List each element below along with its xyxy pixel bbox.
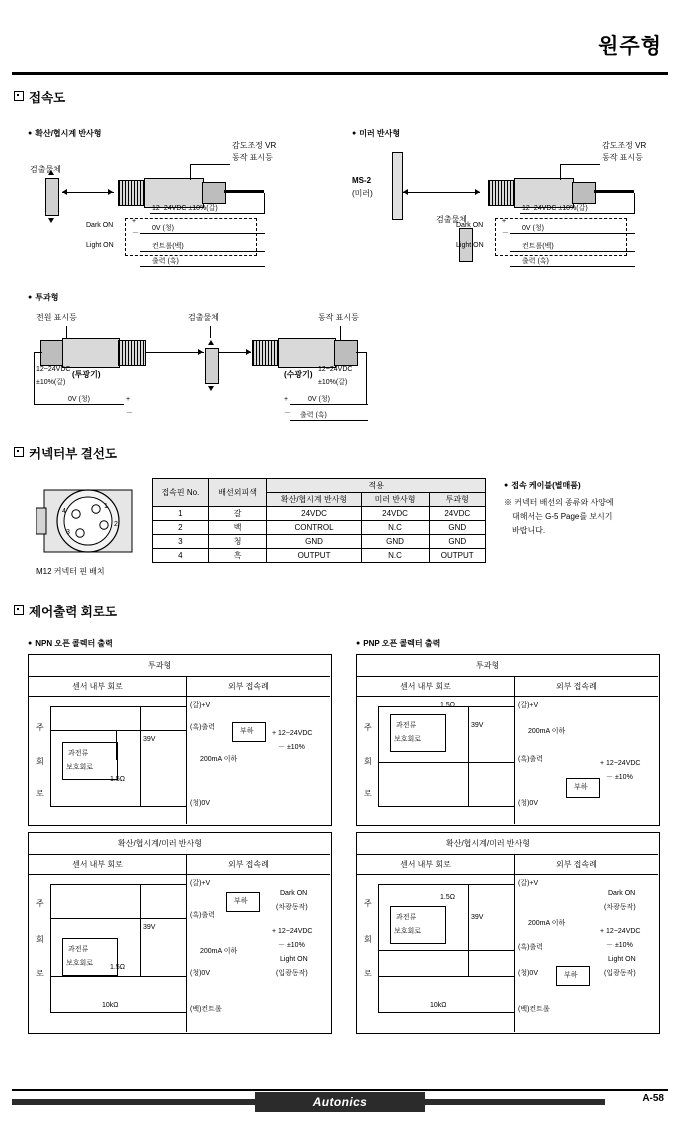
npn-reflect-dark-on: Dark ON <box>280 890 308 897</box>
through-wr1 <box>356 352 366 353</box>
diffuse-indicator-label: 동작 표시등 <box>232 153 273 162</box>
connector-pin-3: 3 <box>66 529 70 536</box>
npn-through-side-2: 회 <box>36 757 44 766</box>
npn-through-supply-l2: － ±10% <box>278 744 305 751</box>
pnp-reflect-subtitle: 확산/협시계/미러 반사형 <box>446 839 530 848</box>
pnp-reflect-side-1: 주 <box>364 899 372 908</box>
diffuse-control-label: 컨트롤(백) <box>152 243 184 250</box>
pnp-reflect-load: 부하 <box>564 972 578 979</box>
npn-title: ● NPN 오픈 콜렉터 출력 <box>28 638 113 649</box>
mirror-minus: － <box>502 230 509 237</box>
through-0v-left: 0V (청) <box>68 396 90 403</box>
diffuse-vr-leader <box>190 164 230 165</box>
mirror-indicator-label: 동작 표시등 <box>602 153 643 162</box>
section-control-heading: 제어출력 회로도 <box>14 602 117 620</box>
subsection-mirror-title: ● 미러 반사형 <box>352 128 400 139</box>
through-object-arrow-up <box>208 340 214 345</box>
npn-through-vline <box>50 706 186 707</box>
cell-r2c1: 2 <box>153 521 209 535</box>
connector-note-l2: 대해서는 G-5 Page를 보시기 <box>512 512 613 521</box>
diffuse-power-label: 12~24VDC ±10%(갈) <box>152 205 218 212</box>
npn-reflect-vline <box>50 884 186 885</box>
npn-through-hdr-rule2 <box>28 696 330 697</box>
pnp-reflect-wire-0v: (청)0V <box>518 970 538 977</box>
section-marker-icon <box>14 91 24 101</box>
mirror-0v-label: 0V (청) <box>522 225 544 232</box>
pnp-reflect-wire-out: (흑)출력 <box>518 944 543 951</box>
diffuse-cable <box>224 190 264 193</box>
npn-reflect-load: 부하 <box>234 898 248 905</box>
cell-r4c3: OUTPUT <box>267 549 361 563</box>
mirror-plus: + <box>502 218 507 225</box>
th-sub-through: 투과형 <box>429 493 486 507</box>
npn-through-r15: 1.5Ω <box>110 776 125 783</box>
subsection-through-title: ● 투과형 <box>28 292 58 303</box>
pnp-reflect-vline <box>378 884 514 885</box>
pnp-through-zener: 39V <box>471 722 484 729</box>
pnp-reflect-outline <box>378 950 514 951</box>
diffuse-vr-leader-v <box>190 164 191 180</box>
pnp-through-gndline <box>378 806 514 807</box>
pnp-reflect-light-on-sub: (입광동작) <box>604 970 636 977</box>
pnp-reflect-0vline <box>378 976 514 977</box>
emitter-thread <box>118 340 146 366</box>
npn-reflect-light-on-sub: (입광동작) <box>276 970 308 977</box>
pnp-reflect-divider <box>514 854 515 1032</box>
pnp-through-r15: 1.5Ω <box>440 702 455 709</box>
mirror-dark-on: Dark ON <box>456 222 484 229</box>
cell-r1c3: 24VDC <box>267 507 361 521</box>
pnp-through-zline <box>468 706 469 806</box>
connector-table <box>152 478 486 563</box>
diffuse-object-arrow-up <box>48 170 54 175</box>
mirror-sensor-thread <box>488 180 516 206</box>
receiver-label: (수광기) <box>284 370 313 379</box>
emitter-barrel <box>62 338 120 368</box>
pnp-reflect-ctrlline <box>378 1012 514 1013</box>
cell-r1c1: 1 <box>153 507 209 521</box>
diffuse-object-label: 검출물체 <box>30 165 61 174</box>
pnp-reflect-supply-l2: － ±10% <box>606 942 633 949</box>
table-row <box>153 535 486 549</box>
mirror-control-label: 컨트롤(백) <box>522 243 554 250</box>
diffuse-w2 <box>150 213 265 214</box>
pnp-through-wire-v: (갈)+V <box>518 702 539 709</box>
through-plus-left: + <box>126 396 131 403</box>
mirror-w4 <box>510 251 635 252</box>
page-title: 원주형 <box>598 35 662 58</box>
mirror-light-on: Light ON <box>456 242 484 249</box>
cell-r2c2: 백 <box>208 521 267 535</box>
through-power-ind-label: 전원 표시등 <box>36 313 77 322</box>
section-connector-heading: 커넥터부 결선도 <box>14 444 117 462</box>
cell-r1c4: 24VDC <box>361 507 429 521</box>
npn-through-panel <box>28 654 332 826</box>
through-wr2 <box>366 352 367 404</box>
pnp-reflect-wire-v: (갈)+V <box>518 880 539 887</box>
pnp-reflect-side-3: 로 <box>364 969 372 978</box>
footer-brand: Autonics <box>255 1092 425 1112</box>
header-rule <box>12 72 668 75</box>
pnp-reflect-busline <box>378 884 379 1012</box>
through-0v-right: 0V (청) <box>308 396 330 403</box>
diffuse-beam-arrow-left <box>62 189 67 195</box>
pnp-reflect-r15: 1.5Ω <box>440 894 455 901</box>
mirror-cable <box>594 190 634 193</box>
through-beam-left <box>146 352 204 353</box>
diffuse-light-on: Light ON <box>86 242 114 249</box>
npn-through-tr <box>116 730 117 760</box>
diffuse-vr-label: 감도조정 VR <box>232 141 277 150</box>
pnp-reflect-outer-label: 외부 접속례 <box>556 860 597 869</box>
npn-through-side-3: 로 <box>36 789 44 798</box>
pnp-through-supply-l1: + 12~24VDC <box>600 760 641 767</box>
pnp-through-side-3: 로 <box>364 789 372 798</box>
pnp-through-busline <box>378 706 379 806</box>
diffuse-sensor-thread <box>118 180 146 206</box>
npn-through-gndline <box>50 806 186 807</box>
npn-reflect-0vline <box>50 976 186 977</box>
emitter-label: (투광기) <box>72 370 101 379</box>
pnp-reflect-wire-ctrl: (백)컨트롤 <box>518 1006 550 1013</box>
npn-reflect-side-3: 로 <box>36 969 44 978</box>
through-wl3 <box>34 404 124 405</box>
mirror-beam-arrow-left <box>403 189 408 195</box>
npn-through-busline <box>50 706 51 806</box>
through-object-label: 검출물체 <box>188 313 219 322</box>
npn-through-outline <box>50 730 186 731</box>
pnp-through-hdr-rule2 <box>356 696 658 697</box>
npn-reflect-subtitle: 확산/협시계/미러 반사형 <box>118 839 202 848</box>
emitter-cap <box>40 340 64 366</box>
pnp-through-oc-l1: 과전류 <box>396 722 417 729</box>
through-leader2 <box>210 326 211 338</box>
npn-reflect-hdr-rule2 <box>28 874 330 875</box>
pnp-reflect-inner-label: 센서 내부 회로 <box>400 860 451 869</box>
pnp-reflect-zener: 39V <box>471 914 484 921</box>
diffuse-0v-label: 0V (청) <box>152 225 174 232</box>
pnp-through-subtitle: 투과형 <box>476 661 500 670</box>
diffuse-output-label: 출력 (흑) <box>152 258 179 265</box>
pnp-reflect-r10k: 10kΩ <box>430 1002 447 1009</box>
mirror-plate <box>392 152 403 220</box>
pnp-through-oc-l2: 보호회로 <box>394 736 422 743</box>
through-minus-right: － <box>284 410 291 417</box>
npn-through-supply-l1: + 12~24VDC <box>272 730 313 737</box>
cell-r2c3: CONTROL <box>267 521 361 535</box>
through-wr4 <box>290 420 368 421</box>
npn-through-current: 200mA 이하 <box>200 756 238 763</box>
npn-reflect-wire-out: (흑)출력 <box>190 912 215 919</box>
npn-through-inner-label: 센서 내부 회로 <box>72 682 123 691</box>
diffuse-w3 <box>140 233 265 234</box>
connector-pin-1: 1 <box>104 503 108 510</box>
npn-reflect-dark-on-sub: (차광동작) <box>276 904 308 911</box>
th-pin-no: 접속핀 No. <box>153 479 209 507</box>
cell-r4c5: OUTPUT <box>429 549 486 563</box>
npn-through-zener: 39V <box>143 736 156 743</box>
mirror-w1 <box>634 193 635 213</box>
through-wl2 <box>34 352 35 404</box>
cell-r4c1: 4 <box>153 549 209 563</box>
npn-reflect-r15: 1.5Ω <box>110 964 125 971</box>
pnp-reflect-zline <box>468 884 469 976</box>
npn-through-subtitle: 투과형 <box>148 661 172 670</box>
pnp-reflect-dark-on: Dark ON <box>608 890 636 897</box>
mirror-beam-arrow-right <box>475 189 480 195</box>
diffuse-dark-on: Dark ON <box>86 222 114 229</box>
pnp-reflect-hdr-rule2 <box>356 874 658 875</box>
pnp-through-wire-0v: (청)0V <box>518 800 538 807</box>
pnp-through-load: 부하 <box>574 784 588 791</box>
npn-through-wire-0v: (청)0V <box>190 800 210 807</box>
through-output-right: 출력 (흑) <box>300 412 327 419</box>
footer-rule <box>12 1089 668 1091</box>
mirror-w2 <box>520 213 635 214</box>
cell-r3c1: 3 <box>153 535 209 549</box>
through-wl1 <box>34 352 42 353</box>
npn-through-divider <box>186 676 187 824</box>
connector-caption: M12 커넥터 핀 배치 <box>36 567 105 576</box>
mirror-w3 <box>510 233 635 234</box>
section-marker-icon-2 <box>14 447 24 457</box>
through-power-r2: ±10%(갈) <box>318 379 348 386</box>
cell-r2c4: N.C <box>361 521 429 535</box>
npn-reflect-zline <box>140 884 141 976</box>
through-power-l2: ±10%(갈) <box>36 379 66 386</box>
diffuse-sensor-cap <box>202 182 226 204</box>
cell-r1c2: 갈 <box>208 507 267 521</box>
table-row <box>153 521 486 535</box>
pnp-reflect-light-on: Light ON <box>608 956 636 963</box>
npn-reflect-divider <box>186 854 187 1032</box>
pnp-through-inner-label: 센서 내부 회로 <box>400 682 451 691</box>
npn-through-oc-l1: 과전류 <box>68 750 89 757</box>
npn-reflect-outer-label: 외부 접속례 <box>228 860 269 869</box>
through-wr3 <box>290 404 368 405</box>
pnp-reflect-dark-on-sub: (차광동작) <box>604 904 636 911</box>
through-minus-left: － <box>126 410 133 417</box>
mirror-vr-leader-v <box>560 164 561 180</box>
npn-through-side-1: 주 <box>36 723 44 732</box>
cell-r2c5: GND <box>429 521 486 535</box>
npn-reflect-supply-l1: + 12~24VDC <box>272 928 313 935</box>
diffuse-plus: + <box>132 218 137 225</box>
mirror-vr-leader <box>560 164 600 165</box>
pnp-reflect-side-2: 회 <box>364 935 372 944</box>
npn-reflect-wire-v: (갈)+V <box>190 880 211 887</box>
through-plus-right: + <box>284 396 289 403</box>
npn-reflect-side-1: 주 <box>36 899 44 908</box>
npn-through-wire-out: (흑)출력 <box>190 724 215 731</box>
connector-face-diagram <box>36 478 140 564</box>
cell-r3c3: GND <box>267 535 361 549</box>
pnp-through-side-1: 주 <box>364 723 372 732</box>
table-row <box>153 549 486 563</box>
footer-page-number: A-58 <box>642 1093 664 1104</box>
diffuse-w4 <box>140 251 265 252</box>
npn-reflect-oc-l1: 과전류 <box>68 946 89 953</box>
mirror-object-label: 검출물체 <box>436 215 467 224</box>
th-sub-mirror: 미러 반사형 <box>361 493 429 507</box>
npn-through-load: 부하 <box>240 728 254 735</box>
footer-bar-left <box>12 1099 255 1105</box>
pnp-reflect-hdr-rule <box>356 854 658 855</box>
npn-through-oc-l2: 보호회로 <box>66 764 94 771</box>
npn-reflect-supply-l2: － ±10% <box>278 942 305 949</box>
npn-reflect-side-2: 회 <box>36 935 44 944</box>
connector-pin-4: 4 <box>62 508 66 515</box>
diffuse-w1 <box>264 193 265 213</box>
through-power-l1: 12~24VDC <box>36 366 71 373</box>
pnp-reflect-oc-l2: 보호회로 <box>394 928 422 935</box>
npn-through-wire-v: (갈)+V <box>190 702 211 709</box>
pnp-through-outline <box>378 762 514 763</box>
receiver-thread <box>252 340 280 366</box>
npn-reflect-r10k: 10kΩ <box>102 1002 119 1009</box>
diffuse-object-arrow-down <box>48 218 54 223</box>
th-application: 적용 <box>267 479 486 493</box>
diffuse-beam-arrow-right <box>108 189 113 195</box>
npn-reflect-wire-0v: (청)0V <box>190 970 210 977</box>
mirror-power-label: 12~24VDC ±10%(갈) <box>522 205 588 212</box>
table-row <box>153 507 486 521</box>
cell-r1c5: 24VDC <box>429 507 486 521</box>
mirror-beam-line <box>402 192 480 193</box>
diffuse-w5 <box>140 266 265 267</box>
through-leader3 <box>340 326 341 340</box>
connector-note-title: ● 접속 케이블(별매품) <box>504 480 581 491</box>
pnp-reflect-oc-l1: 과전류 <box>396 914 417 921</box>
npn-reflect-oc-l2: 보호회로 <box>66 960 94 967</box>
receiver-cap <box>334 340 358 366</box>
pnp-through-hdr-rule <box>356 676 658 677</box>
npn-reflect-zener: 39V <box>143 924 156 931</box>
npn-through-outer-label: 외부 접속례 <box>228 682 269 691</box>
npn-reflect-outline <box>50 918 186 919</box>
section-marker-icon-3 <box>14 605 24 615</box>
through-indicator-label: 동작 표시등 <box>318 313 359 322</box>
cell-r3c5: GND <box>429 535 486 549</box>
diffuse-object-shape <box>45 178 59 216</box>
pnp-through-wire-out: (흑)출력 <box>518 756 543 763</box>
through-power-r1: 12~24VDC <box>318 366 353 373</box>
pnp-through-divider <box>514 676 515 824</box>
mirror-sensor-cap <box>572 182 596 204</box>
pnp-reflect-supply-l1: + 12~24VDC <box>600 928 641 935</box>
through-object-shape <box>205 348 219 384</box>
mirror-output-label: 출력 (흑) <box>522 258 549 265</box>
subsection-diffuse-title: ● 확산/협시계 반사형 <box>28 128 102 139</box>
npn-reflect-hdr-rule <box>28 854 330 855</box>
npn-through-hdr-rule <box>28 676 330 677</box>
connector-pin-2: 2 <box>114 521 118 528</box>
cell-r3c4: GND <box>361 535 429 549</box>
npn-reflect-busline <box>50 884 51 1012</box>
connector-note-l3: 바랍니다. <box>512 526 546 535</box>
pnp-reflect-current: 200mA 이하 <box>528 920 566 927</box>
npn-through-zline <box>140 706 141 806</box>
cell-r4c4: N.C <box>361 549 429 563</box>
table-header-row <box>153 479 486 493</box>
through-object-arrow-down <box>208 386 214 391</box>
through-beam-arrow2 <box>246 349 251 355</box>
th-wire-color: 배선외피색 <box>208 479 267 507</box>
mirror-vr-label: 감도조정 VR <box>602 141 647 150</box>
npn-reflect-current: 200mA 이하 <box>200 948 238 955</box>
pnp-through-side-2: 회 <box>364 757 372 766</box>
diffuse-minus: － <box>132 230 139 237</box>
through-beam-arrow1 <box>198 349 203 355</box>
mirror-ms2-label: MS-2 <box>352 176 372 185</box>
npn-reflect-wire-ctrl: (백)컨트롤 <box>190 1006 222 1013</box>
diffuse-beam-line <box>62 192 114 193</box>
receiver-barrel <box>278 338 336 368</box>
footer-bar-right <box>425 1099 605 1105</box>
cell-r3c2: 청 <box>208 535 267 549</box>
pnp-title: ● PNP 오픈 콜렉터 출력 <box>356 638 440 649</box>
section-connection-heading: 접속도 <box>14 88 65 106</box>
npn-reflect-inner-label: 센서 내부 회로 <box>72 860 123 869</box>
pnp-through-current: 200mA 이하 <box>528 728 566 735</box>
mirror-ms2-sub: (미러) <box>352 189 373 198</box>
mirror-w5 <box>510 266 635 267</box>
connector-note-l1: ※ 커넥터 배선의 종류와 사양에 <box>504 498 614 507</box>
pnp-through-supply-l2: － ±10% <box>606 774 633 781</box>
npn-reflect-light-on: Light ON <box>280 956 308 963</box>
pnp-through-outer-label: 외부 접속례 <box>556 682 597 691</box>
npn-reflect-ctrlline <box>50 1012 186 1013</box>
cell-r4c2: 흑 <box>208 549 267 563</box>
page-header <box>0 28 680 74</box>
th-sub-diffuse: 확산/협시계 반사형 <box>267 493 361 507</box>
